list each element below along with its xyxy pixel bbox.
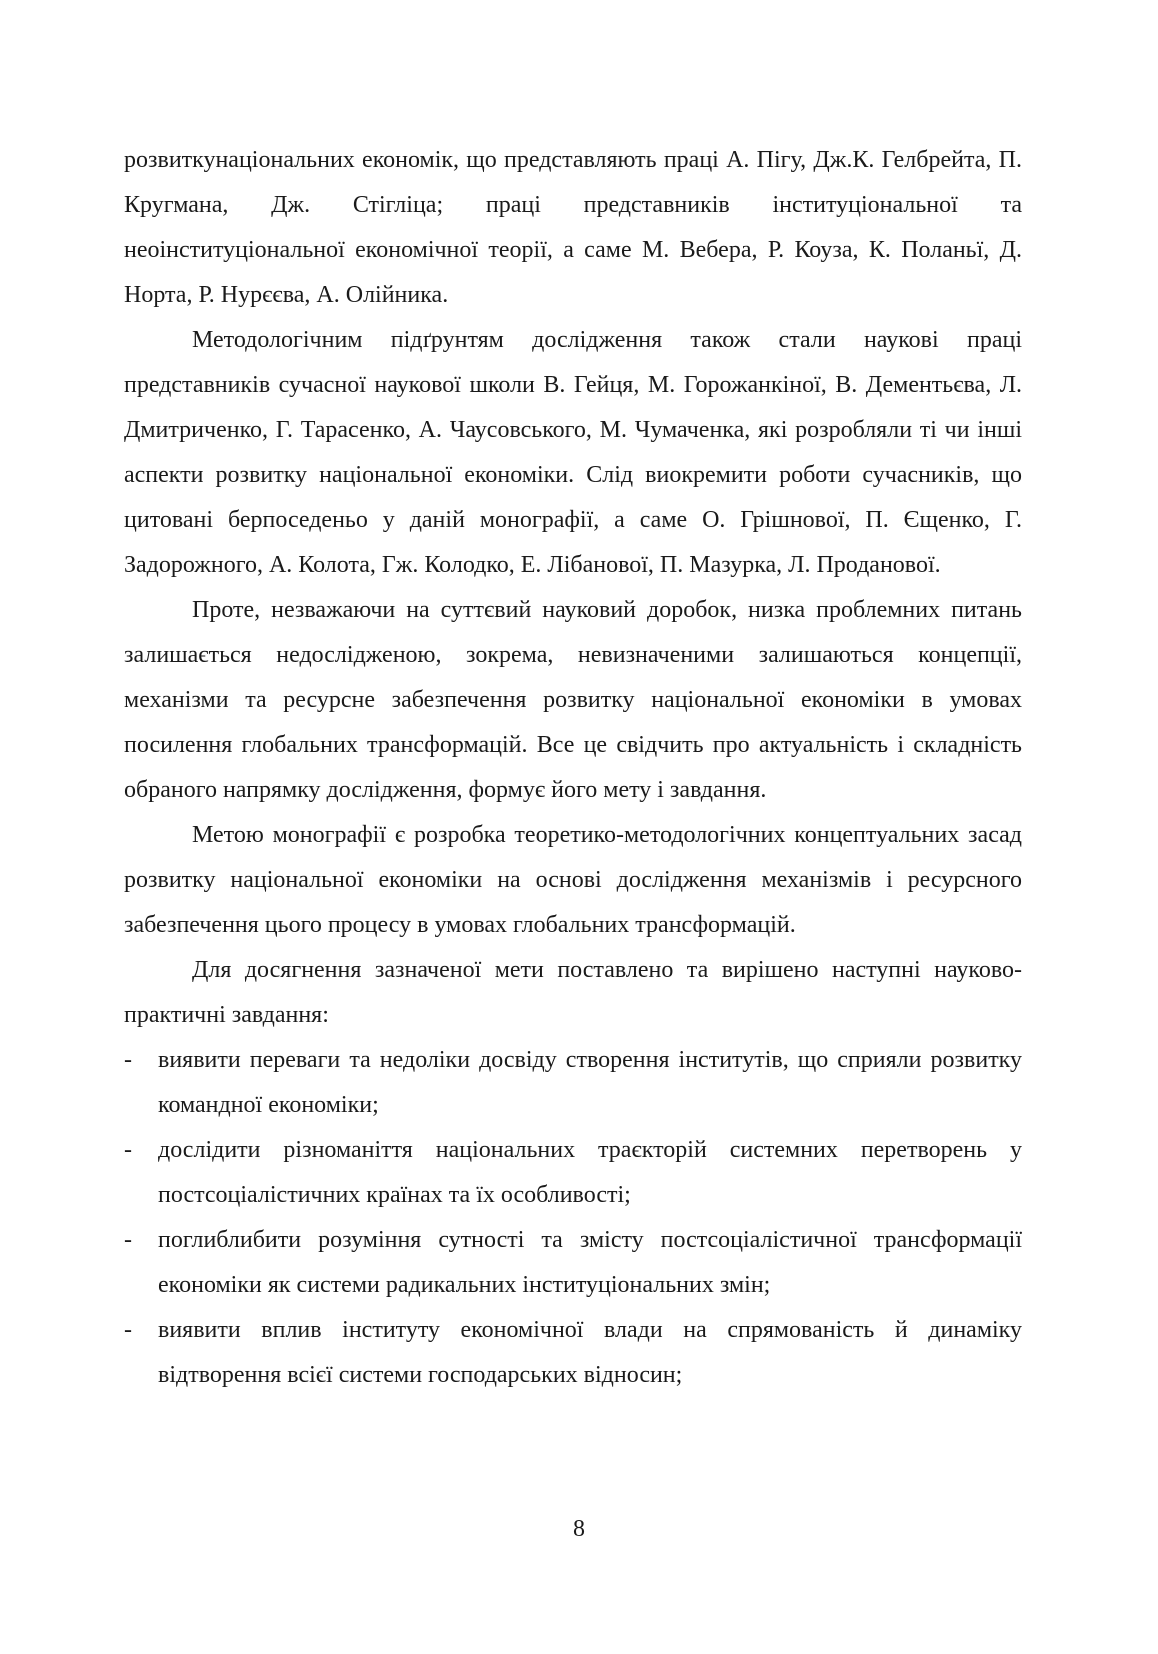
page-number: 8 [573,1516,585,1542]
paragraph-continuation: розвиткунаціональних економік, що представляють праці А. Пігу, Дж.К. Гелбрейта, П. Кругмана, Дж. Стігліца; праці представників інституціональної та неоінституціональної економічної теорії, а саме М. Вебера, Р. Коуза, К. Поланьї, Д. Норта, Р. Нурєєва, А. Олійника. [124,147,1022,308]
list-item: - виявити вплив інституту економічної влади на спрямованість й динаміку відтворення всієї системи господарських відносин; [124,1308,1022,1398]
list-item: - дослідити різноманіття національних траєкторій системних перетворень у постсоціалістичних країнах та їх особливості; [124,1128,1022,1218]
paragraph-problems: Проте, незважаючи на суттєвий науковий доробок, низка проблемних питань залишається недослідженою, зокрема, невизначеними залишаються концепції, механізми та ресурсне забезпечення розвитку національної економіки в умовах посилення глобальних трансформацій. Все це свідчить про актуальність і складність обраного напрямку дослідження, формує його мету і завдання. [124,597,1022,803]
paragraph-tasks-intro: Для досягнення зазначеної мети поставлено та вирішено наступні науково-практичні завдання: [124,957,1022,1028]
task-list [124,1038,1022,1398]
document-page [124,138,1022,1398]
paragraph-goal: Метою монографії є розробка теоретико-методологічних концептуальних засад розвитку національної економіки на основі дослідження механізмів і ресурсного забезпечення цього процесу в умовах глобальних трансформацій. [124,822,1022,938]
paragraph-methodology: Методологічним підґрунтям дослідження також стали наукові праці представників сучасної наукової школи В. Гейця, М. Горожанкіної, В. Дементьєва, Л. Дмитриченко, Г. Тарасенко, А. Чаусовського, М. Чумаченка, які розробляли ті чи інші аспекти розвитку національної економіки. Слід виокремити роботи сучасників, що цитовані берпоседеньо у даній монографії, а саме О. Грішнової, П. Єщенко, Г. Задорожного, А. Колота, Гж. Колодко, Е. Лібанової, П. Мазурка, Л. Проданової. [124,327,1022,578]
list-item: - поглиблибити розуміння сутності та змісту постсоціалістичної трансформації економіки як системи радикальних інституціональних змін; [124,1218,1022,1308]
list-item: - виявити переваги та недоліки досвіду створення інститутів, що сприяли розвитку командної економіки; [124,1038,1022,1128]
